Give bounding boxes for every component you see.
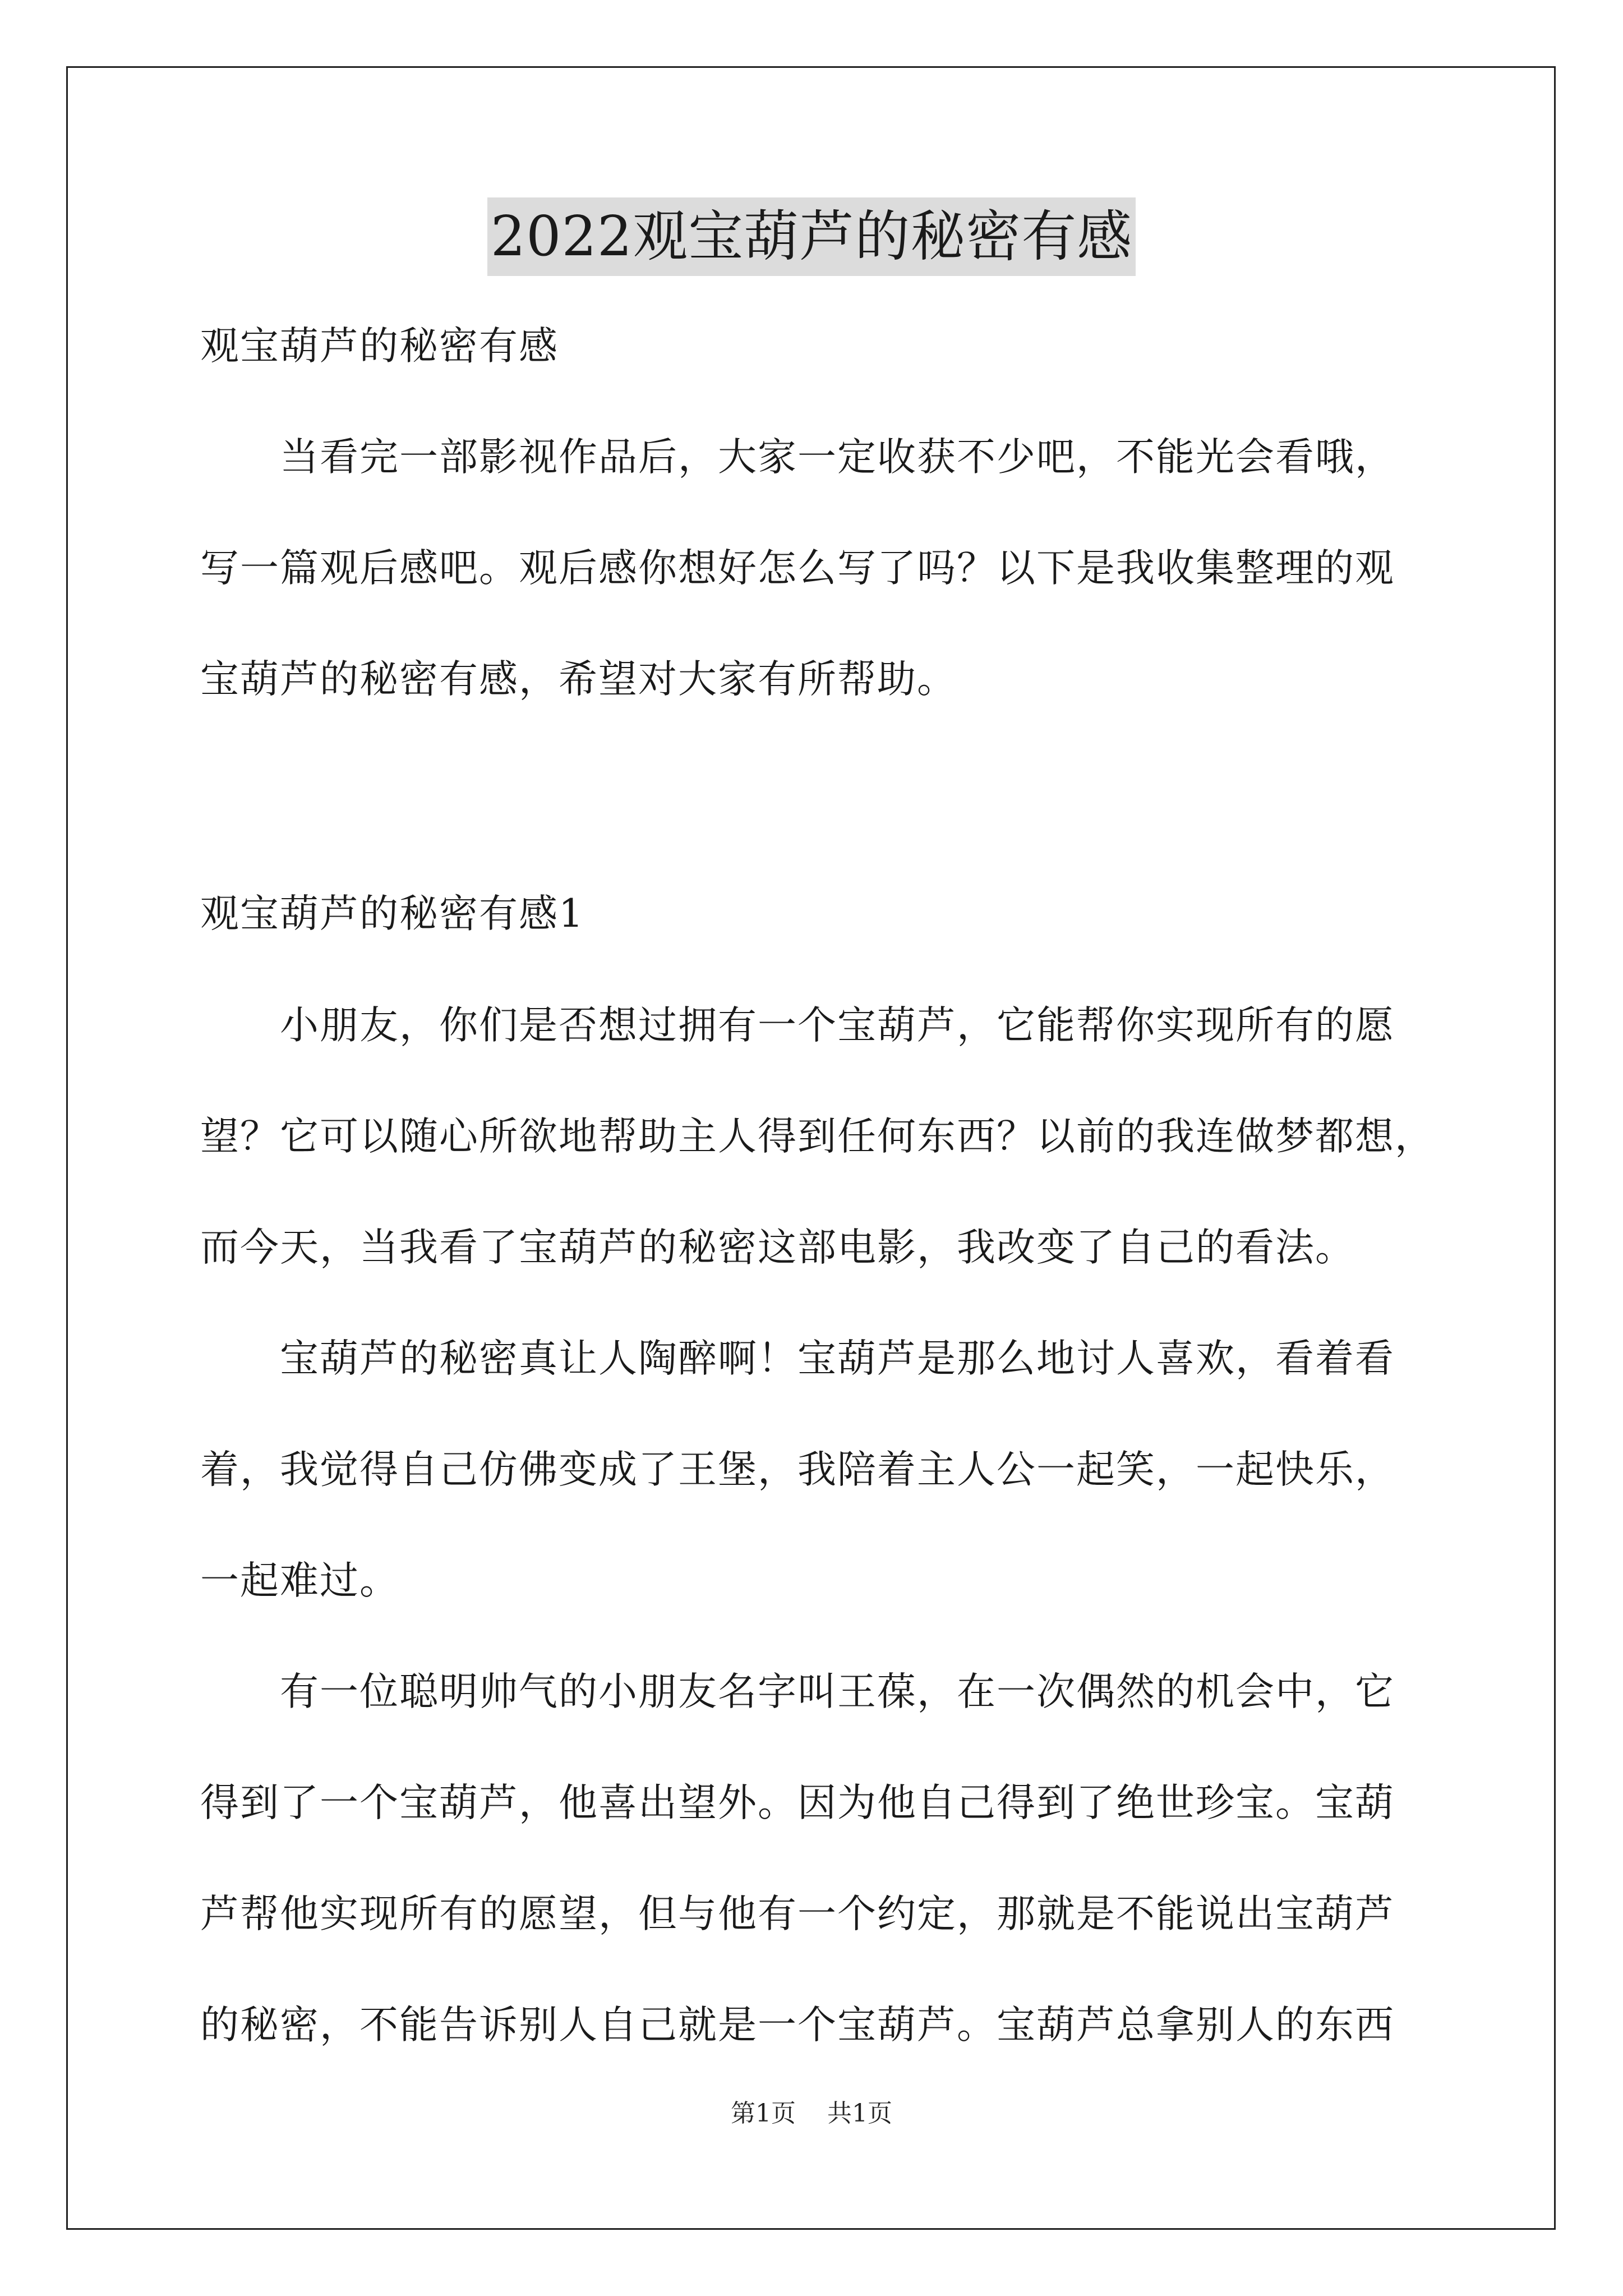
paragraph-line: 着，我觉得自己仿佛变成了王堡，我陪着主人公一起笑，一起快乐， [200,1447,1395,1492]
paragraph-line: 宝葫芦的秘密真让人陶醉啊！宝葫芦是那么地讨人喜欢，看着看 [200,1336,1395,1381]
intro-line: 宝葫芦的秘密有感，希望对大家有所帮助。 [200,657,957,702]
paragraph-line: 而今天，当我看了宝葫芦的秘密这部电影，我改变了自己的看法。 [200,1225,1355,1270]
title-container [0,197,1623,276]
document-title: 2022观宝葫芦的秘密有感 [487,197,1136,276]
intro-line: 写一篇观后感吧。观后感你想好怎么写了吗？以下是我收集整理的观 [200,546,1395,591]
paragraph-line: 得到了一个宝葫芦，他喜出望外。因为他自己得到了绝世珍宝。宝葫 [200,1780,1395,1825]
intro-line: 当看完一部影视作品后，大家一定收获不少吧，不能光会看哦， [200,435,1395,480]
paragraph-line: 有一位聪明帅气的小朋友名字叫王葆，在一次偶然的机会中，它 [200,1669,1395,1714]
page-number: 第1页 [731,2099,796,2128]
paragraph-line: 芦帮他实现所有的愿望，但与他有一个约定，那就是不能说出宝葫芦 [200,1892,1395,1936]
page-total: 共1页 [827,2099,892,2128]
paragraph-line: 一起难过。 [200,1558,399,1603]
section-heading: 观宝葫芦的秘密有感1 [200,891,584,936]
paragraph-line: 的秘密，不能告诉别人自己就是一个宝葫芦。宝葫芦总拿别人的东西 [200,2003,1395,2047]
document-subtitle: 观宝葫芦的秘密有感 [200,324,559,369]
page-footer [0,2097,1623,2131]
paragraph-line: 小朋友，你们是否想过拥有一个宝葫芦，它能帮你实现所有的愿 [200,1003,1395,1048]
paragraph-line: 望？它可以随心所欲地帮助主人得到任何东西？以前的我连做梦都想， [200,1114,1435,1159]
